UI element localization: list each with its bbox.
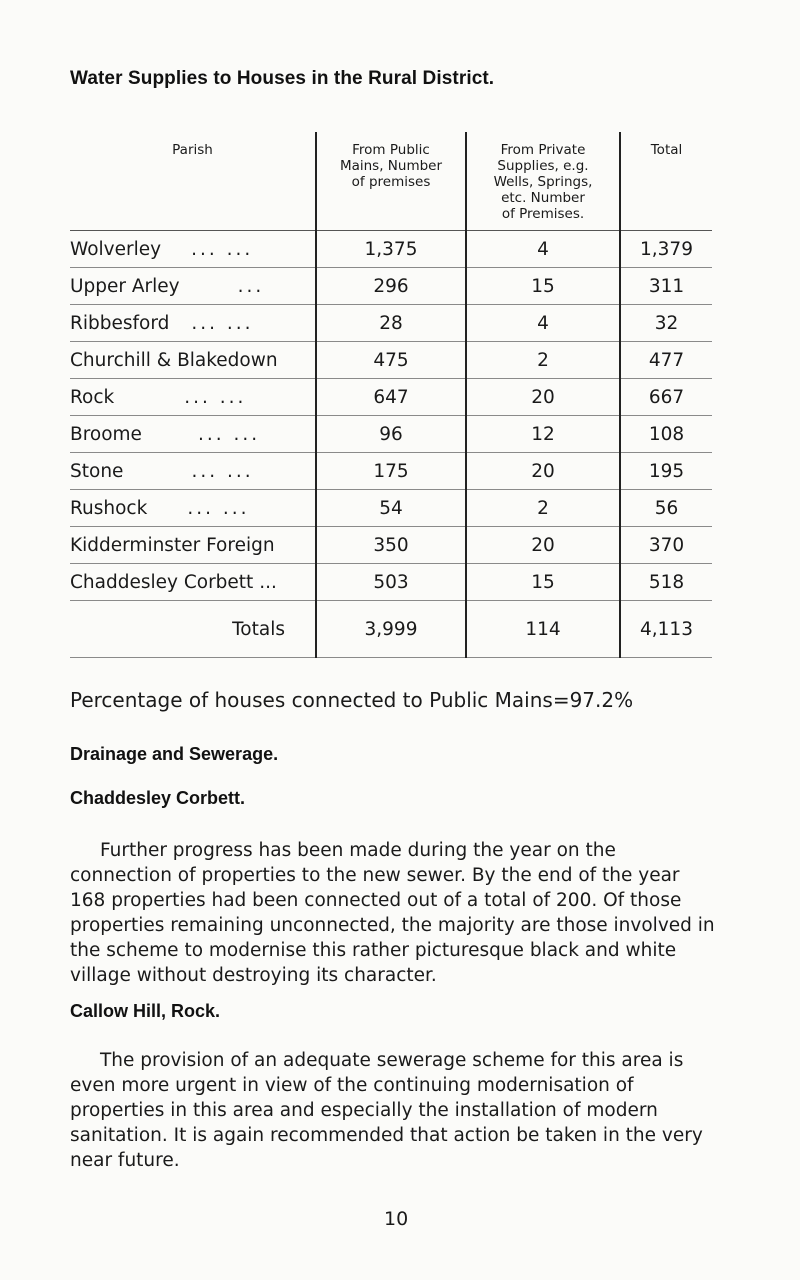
table-row xyxy=(70,342,712,379)
subheading-chaddesley-corbett: Chaddesley Corbett. xyxy=(70,788,246,808)
public-cell: 647 xyxy=(316,379,466,416)
total-cell: 518 xyxy=(620,564,712,601)
parish-label: Wolverley xyxy=(70,238,162,260)
totals-row xyxy=(70,601,712,658)
private-cell: 12 xyxy=(466,416,620,453)
public-cell: 28 xyxy=(316,305,466,342)
header-line: Wells, Springs, xyxy=(493,174,593,190)
header-line: of Premises. xyxy=(501,206,585,222)
table-header-row xyxy=(70,132,712,231)
header-line: From Private xyxy=(500,142,586,158)
total-cell: 108 xyxy=(620,416,712,453)
public-cell: 350 xyxy=(316,527,466,564)
private-cell: 15 xyxy=(466,268,620,305)
leader-dots: ... ... xyxy=(191,460,254,482)
parish-cell xyxy=(70,527,316,564)
table-row xyxy=(70,453,712,490)
header-line: etc. Number xyxy=(501,190,585,206)
parish-cell xyxy=(70,453,316,490)
parish-label: Upper Arley xyxy=(70,275,180,297)
parish-cell xyxy=(70,379,316,416)
table-row xyxy=(70,564,712,601)
total-cell: 32 xyxy=(620,305,712,342)
parish-label: Rock xyxy=(70,386,115,408)
paragraph-chaddesley-corbett: Further progress has been made during the year on the connection of properties to the new sewer. By the end of the year 168 properties had been connected out of a total of 200. Of those properties remaining unconnected, the majority are those involved in the scheme to modernise this rather picturesque black and white village without destroying its character. xyxy=(70,840,715,986)
paragraph-callow-hill: The provision of an adequate sewerage scheme for this area is even more urgent in view of the continuing modernisation of properties in this area and especially the installation of modern sanitation. It is again recommended that action be taken in the very near future. xyxy=(70,1050,703,1171)
parish-label: Chaddesley Corbett ... xyxy=(70,571,277,593)
totals-private: 114 xyxy=(466,601,620,658)
leader-dots: ... ... xyxy=(184,386,247,408)
private-cell: 15 xyxy=(466,564,620,601)
total-cell: 477 xyxy=(620,342,712,379)
total-cell: 311 xyxy=(620,268,712,305)
table-row xyxy=(70,231,712,268)
total-cell: 56 xyxy=(620,490,712,527)
total-cell: 1,379 xyxy=(620,231,712,268)
page-number: 10 xyxy=(384,1208,409,1230)
public-cell: 175 xyxy=(316,453,466,490)
parish-cell xyxy=(70,305,316,342)
section-heading-drainage: Drainage and Sewerage. xyxy=(70,744,279,764)
page-title: Water Supplies to Houses in the Rural District. xyxy=(70,68,495,89)
table-row xyxy=(70,268,712,305)
table-row xyxy=(70,416,712,453)
private-cell: 4 xyxy=(466,305,620,342)
private-cell: 20 xyxy=(466,527,620,564)
header-parish: Parish xyxy=(70,132,316,231)
header-line: Mains, Number xyxy=(339,158,443,174)
parish-label: Ribbesford xyxy=(70,312,170,334)
header-line: Supplies, e.g. xyxy=(497,158,589,174)
total-cell: 195 xyxy=(620,453,712,490)
leader-dots: ... ... xyxy=(191,312,254,334)
header-line: of premises xyxy=(351,174,431,190)
total-cell: 370 xyxy=(620,527,712,564)
table-row xyxy=(70,305,712,342)
private-cell: 4 xyxy=(466,231,620,268)
private-cell: 2 xyxy=(466,490,620,527)
public-cell: 296 xyxy=(316,268,466,305)
public-cell: 96 xyxy=(316,416,466,453)
public-cell: 475 xyxy=(316,342,466,379)
leader-dots: ... xyxy=(237,275,265,297)
parish-label: Stone xyxy=(70,460,124,482)
public-cell: 1,375 xyxy=(316,231,466,268)
public-cell: 54 xyxy=(316,490,466,527)
leader-dots: ... ... xyxy=(191,238,254,260)
table-row xyxy=(70,379,712,416)
parish-cell xyxy=(70,490,316,527)
table-row xyxy=(70,490,712,527)
subheading-callow-hill: Callow Hill, Rock. xyxy=(70,1001,221,1021)
private-cell: 20 xyxy=(466,453,620,490)
water-supplies-table xyxy=(70,132,712,658)
private-cell: 20 xyxy=(466,379,620,416)
header-public-mains xyxy=(316,132,466,231)
leader-dots: ... ... xyxy=(187,497,250,519)
private-cell: 2 xyxy=(466,342,620,379)
parish-cell xyxy=(70,416,316,453)
parish-label: Rushock xyxy=(70,497,148,519)
parish-label: Broome xyxy=(70,423,142,445)
public-cell: 503 xyxy=(316,564,466,601)
header-private-supplies xyxy=(466,132,620,231)
table-row xyxy=(70,527,712,564)
header-total: Total xyxy=(620,132,712,231)
percentage-connected: Percentage of houses connected to Public Mains=97.2% xyxy=(70,688,634,712)
parish-cell xyxy=(70,564,316,601)
parish-label: Kidderminster Foreign xyxy=(70,534,275,556)
totals-label: Totals xyxy=(70,601,316,658)
totals-public: 3,999 xyxy=(316,601,466,658)
parish-cell xyxy=(70,231,316,268)
parish-label: Churchill & Blakedown xyxy=(70,349,278,371)
header-line: From Public xyxy=(352,142,430,158)
parish-cell xyxy=(70,268,316,305)
total-cell: 667 xyxy=(620,379,712,416)
parish-cell xyxy=(70,342,316,379)
totals-total: 4,113 xyxy=(620,601,712,658)
leader-dots: ... ... xyxy=(197,423,261,445)
